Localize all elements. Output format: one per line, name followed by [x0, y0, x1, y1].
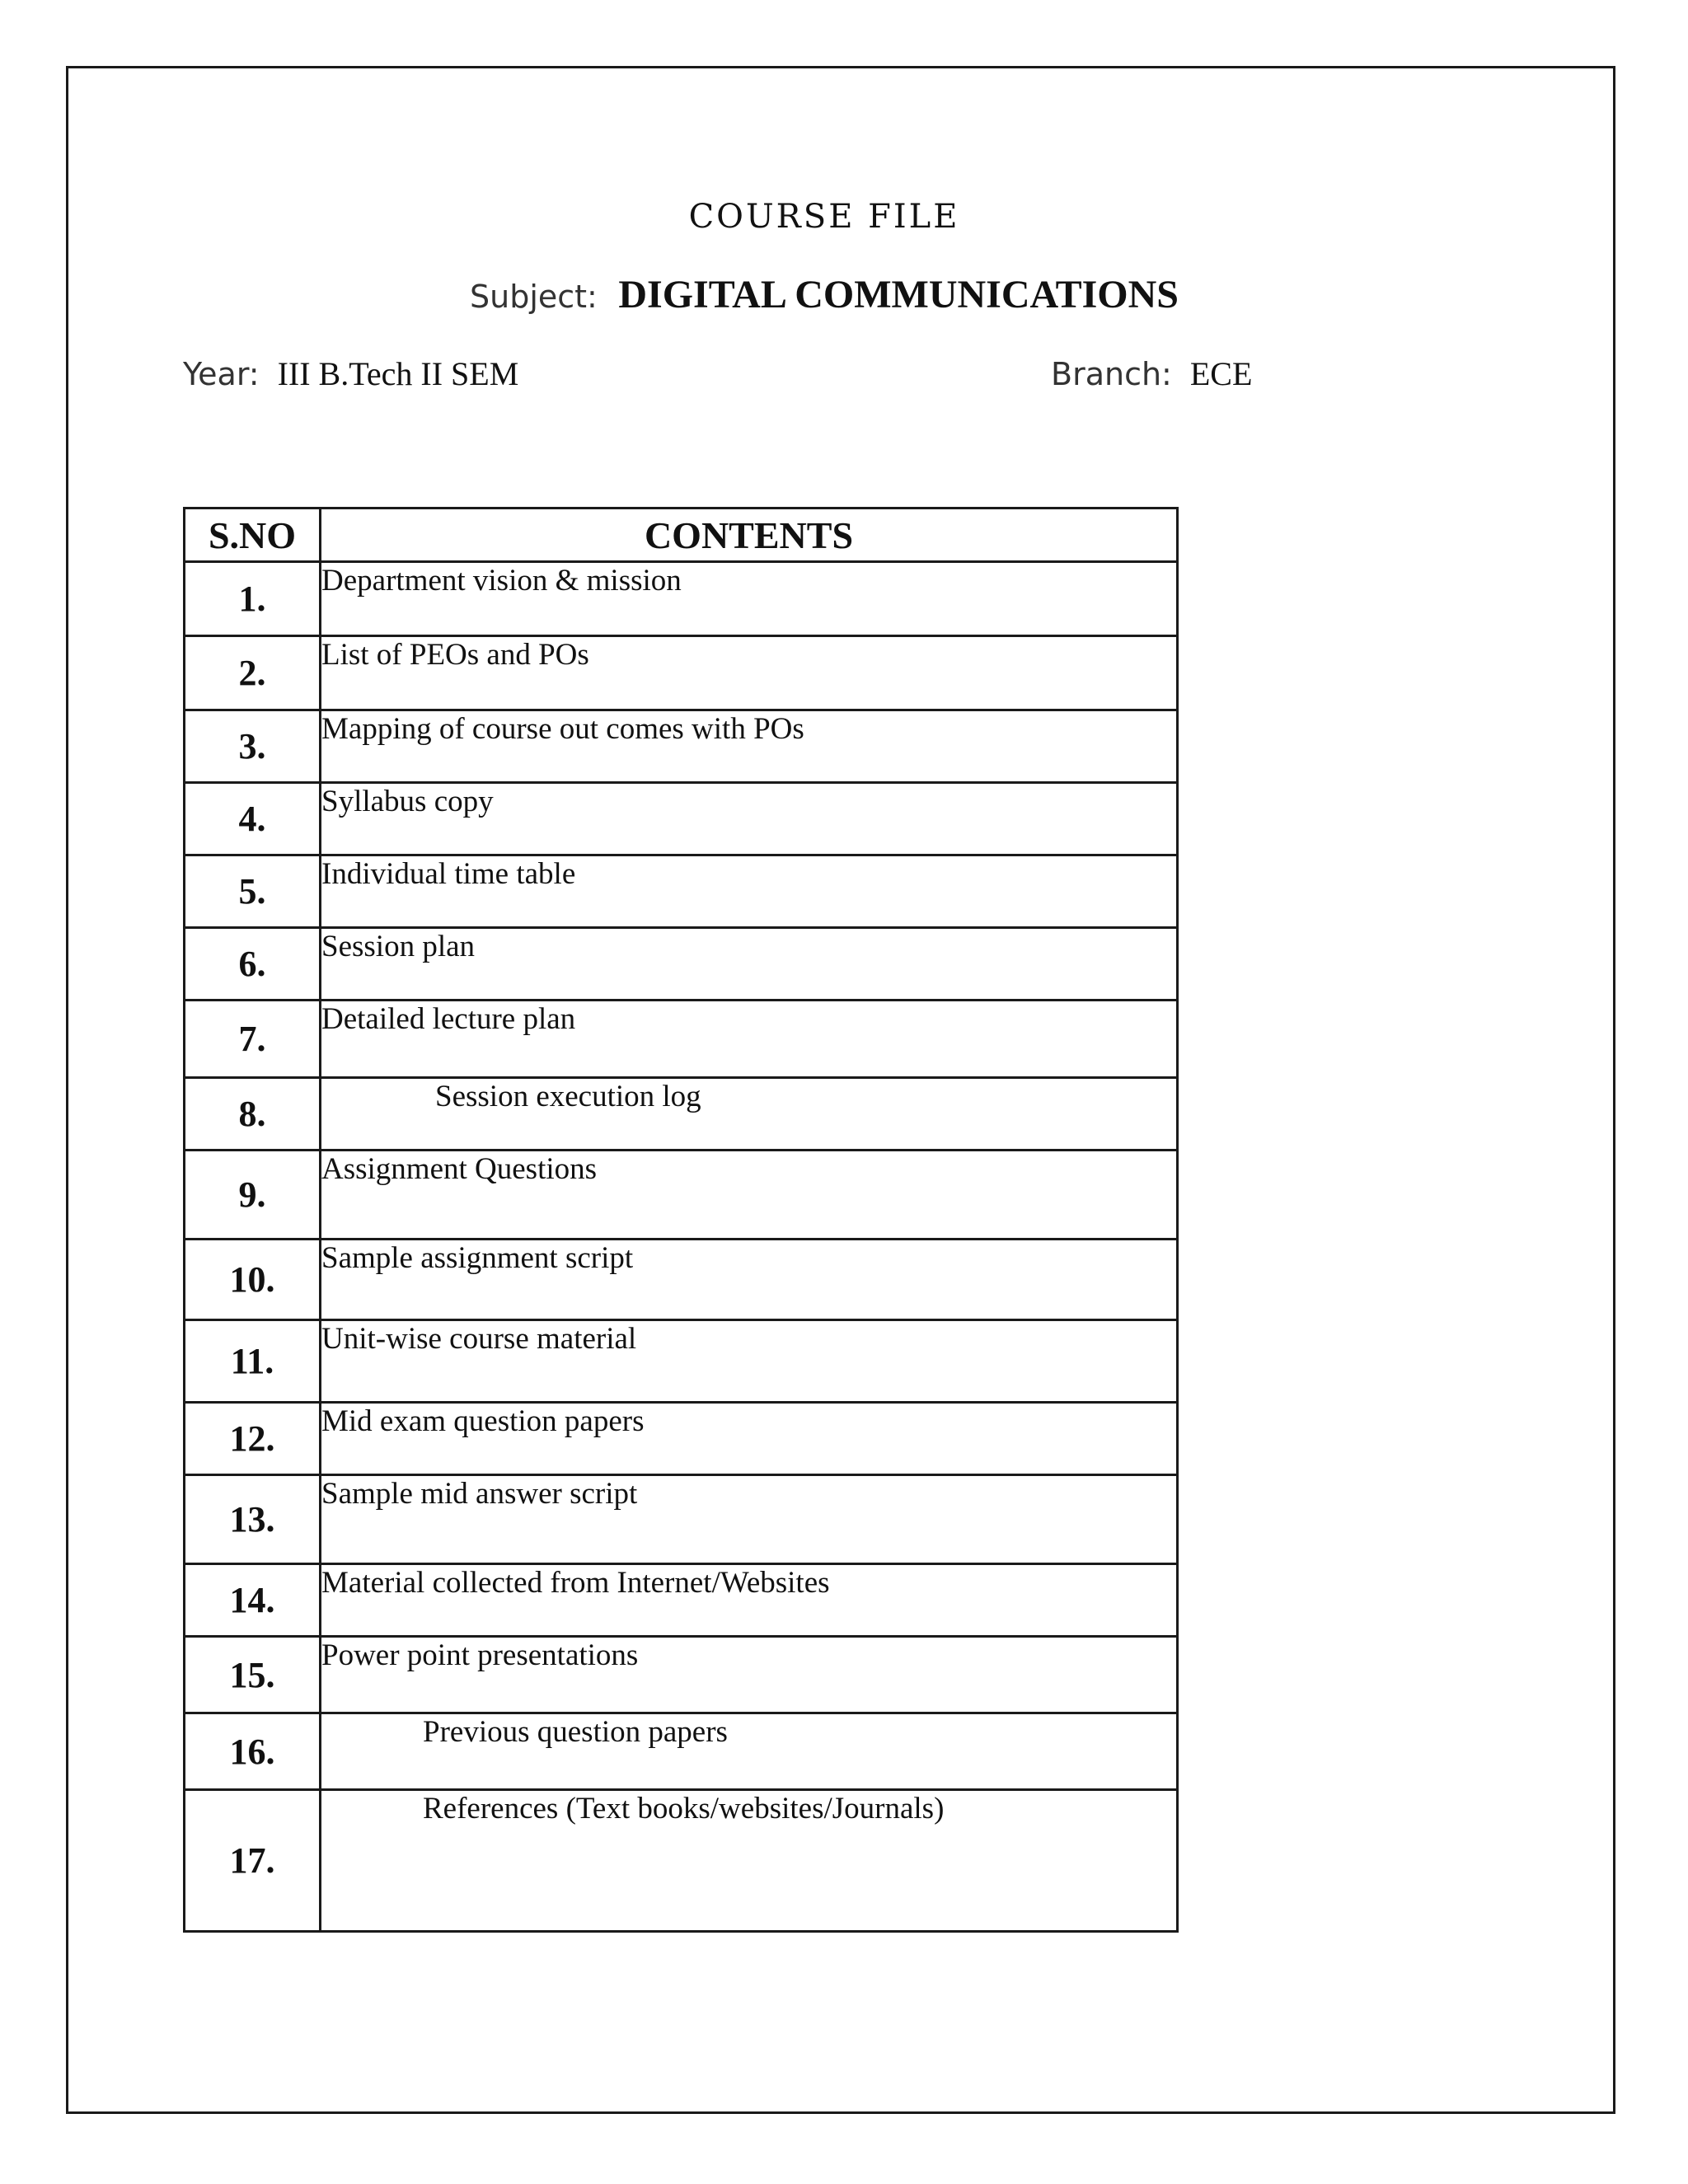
- year-value: III B.Tech II SEM: [277, 355, 519, 392]
- table-header-row: [185, 509, 1178, 562]
- row-sno: 2.: [185, 636, 321, 710]
- branch-value: ECE: [1189, 355, 1253, 392]
- row-content: Unit-wise course material: [321, 1320, 1178, 1403]
- table-row: [185, 1240, 1178, 1320]
- row-content: Individual time table: [321, 855, 1178, 928]
- row-content: List of PEOs and POs: [321, 636, 1178, 710]
- document-title: COURSE FILE: [688, 198, 960, 236]
- row-sno: 7.: [185, 1001, 321, 1078]
- row-sno: 15.: [185, 1637, 321, 1713]
- row-sno: 14.: [185, 1564, 321, 1637]
- row-content: Detailed lecture plan: [321, 1001, 1178, 1078]
- row-sno: 9.: [185, 1151, 321, 1240]
- row-content: Sample mid answer script: [321, 1475, 1178, 1564]
- row-sno: 6.: [185, 928, 321, 1001]
- row-sno: 4.: [185, 783, 321, 855]
- table-row: [185, 636, 1178, 710]
- subject-line: [0, 272, 1648, 317]
- table-row: [185, 1564, 1178, 1637]
- row-sno: 3.: [185, 710, 321, 783]
- row-sno: 8.: [185, 1078, 321, 1151]
- table-row: [185, 855, 1178, 928]
- row-sno: 16.: [185, 1713, 321, 1790]
- table-row: [185, 1403, 1178, 1475]
- branch-line: [1051, 354, 1252, 393]
- table-row: [185, 1790, 1178, 1932]
- table-row: [185, 928, 1178, 1001]
- row-sno: 12.: [185, 1403, 321, 1475]
- row-content: Mid exam question papers: [321, 1403, 1178, 1475]
- table-row: [185, 783, 1178, 855]
- row-sno: 13.: [185, 1475, 321, 1564]
- year-label: Year:: [183, 356, 260, 392]
- table-row: [185, 1078, 1178, 1151]
- row-sno: 10.: [185, 1240, 321, 1320]
- row-content: Syllabus copy: [321, 783, 1178, 855]
- row-content: Session plan: [321, 928, 1178, 1001]
- row-content: Mapping of course out comes with POs: [321, 710, 1178, 783]
- subject-value: DIGITAL COMMUNICATIONS: [618, 273, 1179, 316]
- row-content: Sample assignment script: [321, 1240, 1178, 1320]
- row-content: Session execution log: [321, 1078, 1178, 1151]
- table-row: [185, 1475, 1178, 1564]
- row-content: Previous question papers: [321, 1713, 1178, 1790]
- header-sno: S.NO: [185, 509, 321, 562]
- table-row: [185, 1001, 1178, 1078]
- year-line: [183, 354, 518, 393]
- branch-label: Branch:: [1051, 356, 1172, 392]
- row-content: Assignment Questions: [321, 1151, 1178, 1240]
- header-contents: CONTENTS: [321, 509, 1178, 562]
- row-content: Power point presentations: [321, 1637, 1178, 1713]
- table-row: [185, 1320, 1178, 1403]
- table-row: [185, 1637, 1178, 1713]
- subject-label: Subject:: [470, 279, 598, 315]
- row-content: Department vision & mission: [321, 562, 1178, 636]
- row-content: References (Text books/websites/Journals): [321, 1790, 1178, 1932]
- contents-table: [183, 507, 1179, 1933]
- table-row: [185, 562, 1178, 636]
- row-sno: 1.: [185, 562, 321, 636]
- row-sno: 17.: [185, 1790, 321, 1932]
- row-content: Material collected from Internet/Websites: [321, 1564, 1178, 1637]
- row-sno: 11.: [185, 1320, 321, 1403]
- table-row: [185, 710, 1178, 783]
- table-row: [185, 1151, 1178, 1240]
- row-sno: 5.: [185, 855, 321, 928]
- table-row: [185, 1713, 1178, 1790]
